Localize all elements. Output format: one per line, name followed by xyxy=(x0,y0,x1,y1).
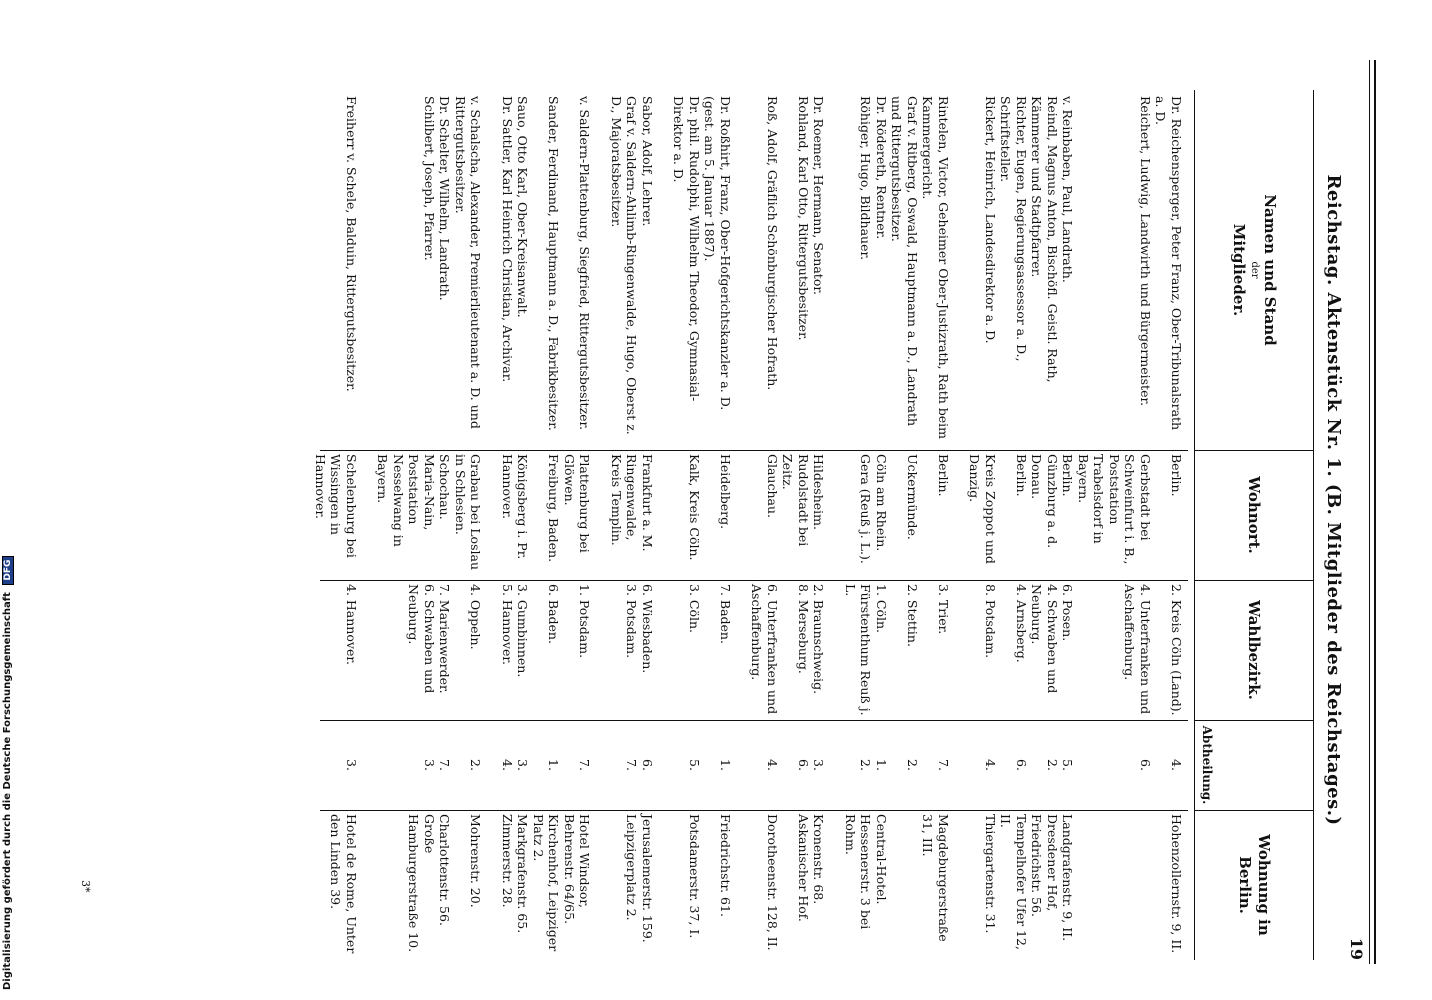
member-wahlbezirk: 3. Trier. xyxy=(936,584,951,635)
header-divider xyxy=(1195,450,1313,451)
member-berlin-address: Magdeburgerstraße 31, III. xyxy=(920,814,951,942)
member-abtheilung: 3. xyxy=(344,759,359,771)
member-abtheilung: 1. xyxy=(874,759,889,771)
table-row xyxy=(375,90,437,960)
member-berlin-address: Kronenstr. 68. xyxy=(811,814,827,905)
member-berlin-address: Kirchenhof, Leipziger Platz 2. xyxy=(531,814,562,952)
member-wohnort: Kalk, Kreis Cöln. xyxy=(687,454,702,561)
member-name: v. Reinbaben, Paul, Landrath. xyxy=(1060,96,1076,283)
member-wahlbezirk: 4. Oppeln. xyxy=(468,584,484,650)
member-abtheilung: 6. xyxy=(640,759,655,771)
header-divider xyxy=(1195,580,1313,581)
member-wohnort: Cöln am Rhein. xyxy=(874,454,889,552)
table-row xyxy=(1153,90,1184,960)
member-name: v. Saldern-Plattenburg, Siegfried, Rittergutsbesitzer. xyxy=(577,96,593,431)
table-row xyxy=(1029,90,1060,960)
member-berlin-address: Tempelhofer Ufer 12, II. xyxy=(998,814,1029,950)
member-berlin-address: Dorotheenstr. 128, II. xyxy=(765,814,780,951)
member-name: Röhiger, Hugo, Bildhauer. xyxy=(858,96,874,261)
member-wahlbezirk: 5. Hannover. xyxy=(500,584,515,665)
member-abtheilung: 3. xyxy=(422,759,437,771)
member-wohnort: Berlin. xyxy=(936,454,951,497)
digitization-note: Digitalisierung gefördert durch die Deutsche Forschungsgemeinschaft DFG xyxy=(2,490,14,990)
member-name: Graf v. Ritberg, Oswald, Hauptmann a. D., Landrath und Rittergutsbesitzer. xyxy=(889,96,920,427)
table-row xyxy=(811,90,827,960)
member-name: v. Schalscha, Alexander, Premierlieutenant a. D. und Rittergutsbesitzer. xyxy=(453,96,484,429)
member-wohnort: Grabau bei Loslau in Schlesien. xyxy=(453,454,484,571)
table-row xyxy=(515,90,531,960)
member-name: Dr. Schelter, Wilhelm, Landrath. xyxy=(437,96,453,301)
member-berlin-address: Charlottenstr. 56. xyxy=(437,814,453,926)
member-wahlbezirk: 2. Kreis Cöln (Land). xyxy=(1169,584,1184,716)
table-row xyxy=(780,90,811,960)
header-wohnort: Wohnort. xyxy=(1245,476,1264,554)
member-name: Dr. Sattler, Karl Heinrich Christian, Archivar. xyxy=(500,96,515,383)
header-abtheilung: Abtheilung. xyxy=(1200,725,1214,805)
member-abtheilung: 6. xyxy=(796,759,811,771)
member-wohnort: Uckermünde. xyxy=(905,454,920,540)
header-name: Namen und Stand der Mitglieder. xyxy=(1229,194,1279,346)
member-abtheilung: 4. xyxy=(1169,759,1184,771)
member-abtheilung: 7. xyxy=(437,759,453,771)
running-title: Reichstag. Aktenstück Nr. 1. (B. Mitglieder des Reichstages.) xyxy=(1323,174,1344,826)
member-wahlbezirk: 6. Wiesbaden. xyxy=(640,584,655,674)
table-row xyxy=(843,90,874,960)
member-wohnort: Königsberg i. Pr. xyxy=(515,454,531,560)
member-name: Dr. Reichensperger, Peter Franz, Ober-Tribunalsrath a. D. xyxy=(1153,96,1184,431)
table-body xyxy=(313,90,1195,960)
member-name: Freiherr v. Schele, Balduin, Rittergutsbesitzer. xyxy=(344,96,359,392)
member-name: Dr. Roemer, Hermann, Senator. xyxy=(811,96,827,295)
member-wahlbezirk: 6. Posen. xyxy=(1060,584,1076,642)
member-wahlbezirk: 4. Schwaben und Neuburg. xyxy=(1029,584,1060,694)
member-name: Rintelen, Victor, Geheimer Ober-Justizrath, Rath beim Kammergericht. xyxy=(920,96,951,440)
member-wohnort: Heidelberg. xyxy=(718,454,733,530)
member-berlin-address: Hotel Windsor, Behrenstr. 64/65. xyxy=(562,814,593,925)
member-wohnort: Plattenburg bei Glöwen. xyxy=(562,454,593,553)
member-name: Sabor, Adolf, Lehrer. xyxy=(640,96,655,227)
member-berlin-address: Landgrafenstr. 9, II. xyxy=(1060,814,1076,942)
page-number: 19 xyxy=(1347,937,1366,960)
member-abtheilung: 2. xyxy=(1045,759,1060,771)
member-abtheilung: 2. xyxy=(468,759,484,771)
member-name: Dr. Rödereth, Rentner. xyxy=(874,96,889,240)
member-wahlbezirk: 8. Potsdam. xyxy=(983,584,998,659)
member-wahlbezirk: 3. Potsdam. xyxy=(624,584,640,659)
member-abtheilung: 2. xyxy=(858,759,874,771)
table-row xyxy=(609,90,640,960)
member-berlin-address: Markgrafenstr. 65. xyxy=(515,814,531,934)
dfg-logo: DFG xyxy=(2,556,14,585)
member-wahlbezirk: 6. Baden. xyxy=(546,584,562,644)
member-berlin-address: Friedrichstr. 61. xyxy=(718,814,733,917)
member-abtheilung: 1. xyxy=(718,759,733,771)
member-abtheilung: 3. xyxy=(515,759,531,771)
sheet-signature: 3* xyxy=(79,880,92,893)
member-abtheilung: 6. xyxy=(1138,759,1153,771)
member-wahlbezirk: 1. Potsdam. xyxy=(577,584,593,659)
member-name: Sauo, Otto Karl, Ober-Kreisanwalt. xyxy=(515,96,531,318)
table-row xyxy=(437,90,453,960)
member-berlin-address: Askanischer Hof. xyxy=(796,814,811,922)
table-row xyxy=(531,90,562,960)
member-abtheilung: 2. xyxy=(905,759,920,771)
member-abtheilung: 7. xyxy=(577,759,593,771)
member-wahlbezirk: 3. Cöln. xyxy=(687,584,702,634)
member-berlin-address xyxy=(889,810,920,960)
member-wahlbezirk: 6. Unterfranken und Aschaffenburg. xyxy=(749,584,780,715)
member-wohnort: Schelenburg bei Wissingen in Hannover. xyxy=(313,454,359,558)
member-wohnort: Kreis Zoppot und Danzig. xyxy=(967,454,998,564)
column-divider xyxy=(321,720,1189,721)
member-abtheilung: 4. xyxy=(500,759,515,771)
member-name: Roß, Adolf, Gräflich Schönburgischer Hofrath. xyxy=(765,96,780,391)
member-wahlbezirk: 8. Merseburg. xyxy=(796,584,811,674)
top-rule-thin xyxy=(1369,60,1370,964)
member-wahlbezirk: 1. Cöln. xyxy=(874,584,889,634)
member-berlin-address: Potsdamerstr. 37, I. xyxy=(687,814,702,939)
member-berlin-address: Leipzigerplatz 2. xyxy=(624,814,640,921)
header-berlin: Wohnung in Berlin. xyxy=(1236,834,1273,936)
member-abtheilung: 3. xyxy=(811,759,827,771)
table-row xyxy=(671,90,702,960)
member-name: Richter, Eugen, Regierungsassessor a. D., Schriftsteller. xyxy=(998,96,1029,362)
member-berlin-address: Central-Hotel. xyxy=(874,814,889,905)
member-wahlbezirk: 7. Baden. xyxy=(718,584,733,644)
header-divider xyxy=(1195,810,1313,811)
table-row xyxy=(920,90,951,960)
header-wahlbezirk: Wahlbezirk. xyxy=(1245,600,1264,700)
member-abtheilung: 6. xyxy=(1014,759,1029,771)
table-row xyxy=(1076,90,1154,960)
member-name: Schilbert, Joseph, Pfarrer. xyxy=(422,96,437,261)
member-name: Rohland, Karl Otto, Rittergutsbesitzer. xyxy=(796,96,811,341)
column-divider xyxy=(321,810,1189,811)
member-berlin-address: Hohenzollernstr. 9, II. xyxy=(1169,814,1184,954)
member-wohnort: Günzburg a. d. Donau. xyxy=(1029,454,1060,549)
member-abtheilung: 7. xyxy=(624,759,640,771)
member-berlin-address: Dresdener Hof, Friedrichstr. 56. xyxy=(1029,814,1060,917)
member-name: Reichert, Ludwig, Landwirth und Bürgermeister. xyxy=(1138,96,1153,407)
column-divider xyxy=(321,580,1189,581)
header-divider xyxy=(1195,720,1313,721)
member-wohnort: Frankfurt a. M. xyxy=(640,454,655,552)
member-wahlbezirk: 7. Marienwerder. xyxy=(437,584,453,694)
member-wahlbezirk: 6. Schwaben und Neuburg. xyxy=(406,584,437,694)
table-row xyxy=(889,90,920,960)
table-row xyxy=(1060,90,1076,960)
member-berlin-address: Große Hamburgerstraße 10. xyxy=(406,814,437,953)
table-row xyxy=(453,90,484,960)
member-wohnort: Hannover. xyxy=(500,454,515,520)
member-wahlbezirk: 4. Hannover. xyxy=(344,584,359,665)
member-berlin-address xyxy=(1076,810,1154,960)
table-row xyxy=(702,90,733,960)
member-abtheilung: 5. xyxy=(1060,759,1076,771)
table-row xyxy=(640,90,656,960)
member-name: Rickert, Heinrich, Landesdirektor a. D. xyxy=(983,96,998,344)
member-name: Dr. phil. Rudolphi, Wilhelm Theodor, Gymnasial-Direktor a. D. xyxy=(671,96,702,402)
table-header xyxy=(1194,90,1314,960)
member-wahlbezirk: 4. Unterfranken und Aschaffenburg. xyxy=(1122,584,1153,715)
member-wohnort: Gera (Reuß j. L.). xyxy=(858,454,874,564)
member-wohnort: Gerbstadt bei Schweinfurt i. B., Poststation Trabelsdorf in Bayern. xyxy=(1076,454,1153,565)
table-row xyxy=(313,90,360,960)
table-row xyxy=(562,90,593,960)
member-wohnort: Berlin. xyxy=(1060,454,1076,497)
member-berlin-address: Jerusalemerstr. 159. xyxy=(640,814,655,943)
member-berlin-address: Hotel de Rome, Unter den Linden 39. xyxy=(328,814,359,954)
member-abtheilung: 4. xyxy=(765,759,780,771)
member-wahlbezirk: Fürstenthum Reuß j. L. xyxy=(843,584,874,716)
member-wahlbezirk: 2. Braunschweig. xyxy=(811,584,827,695)
member-abtheilung: 5. xyxy=(687,759,702,771)
table-row xyxy=(967,90,998,960)
member-wahlbezirk: 3. Gumbinnen. xyxy=(515,584,531,678)
member-wohnort: Ringenwalde, Kreis Templin. xyxy=(609,454,640,546)
member-name: Graf v. Saldern-Ahlimb-Ringenwalde, Hugo, Oberst z. D., Majoratsbesitzer. xyxy=(609,96,640,435)
members-table xyxy=(313,90,1315,960)
member-berlin-address: Thiergartenstr. 31. xyxy=(983,814,998,934)
member-abtheilung: 4. xyxy=(983,759,998,771)
member-abtheilung: 1. xyxy=(546,759,562,771)
table-row xyxy=(874,90,890,960)
member-wohnort: Schochau. xyxy=(437,454,453,520)
member-berlin-address: Hessenerstr. 3 bei Rohm. xyxy=(843,814,874,930)
member-wohnort: Maria-Nain, Poststation Nesselwang in Bayern. xyxy=(375,454,437,547)
table-row xyxy=(998,90,1029,960)
member-wohnort: Berlin. xyxy=(1014,454,1029,497)
member-wohnort: Freiburg, Baden. xyxy=(546,454,562,563)
member-abtheilung: 7. xyxy=(936,759,951,771)
member-wohnort: Rudolstadt bei Zeitz. xyxy=(780,454,811,547)
table-row xyxy=(749,90,780,960)
column-divider xyxy=(321,450,1189,451)
member-berlin-address: Mohrenstr. 20. xyxy=(468,814,484,908)
member-wohnort: Glauchau. xyxy=(765,454,780,519)
member-berlin-address: Zimmerstr. 28. xyxy=(500,814,515,908)
member-wohnort: Berlin. xyxy=(1169,454,1184,497)
top-rule xyxy=(1374,60,1376,964)
member-wohnort: Hildesheim. xyxy=(811,454,827,530)
member-name: Reindl, Magnus Anton, Bischöfl. Geistl. Rath, Kämmerer und Stadtpfarrer. xyxy=(1029,96,1060,383)
member-wahlbezirk: 4. Arnsberg. xyxy=(1014,584,1029,663)
table-row xyxy=(500,90,516,960)
member-name: Dr. Roßhirt, Franz, Ober-Hofgerichtskanzler a. D. (gest. am 5. Januar 1887). xyxy=(702,96,733,411)
member-wahlbezirk: 2. Stettin. xyxy=(905,584,920,647)
member-name: Sander, Ferdinand, Hauptmann a. D., Fabrikbesitzer. xyxy=(546,96,562,431)
